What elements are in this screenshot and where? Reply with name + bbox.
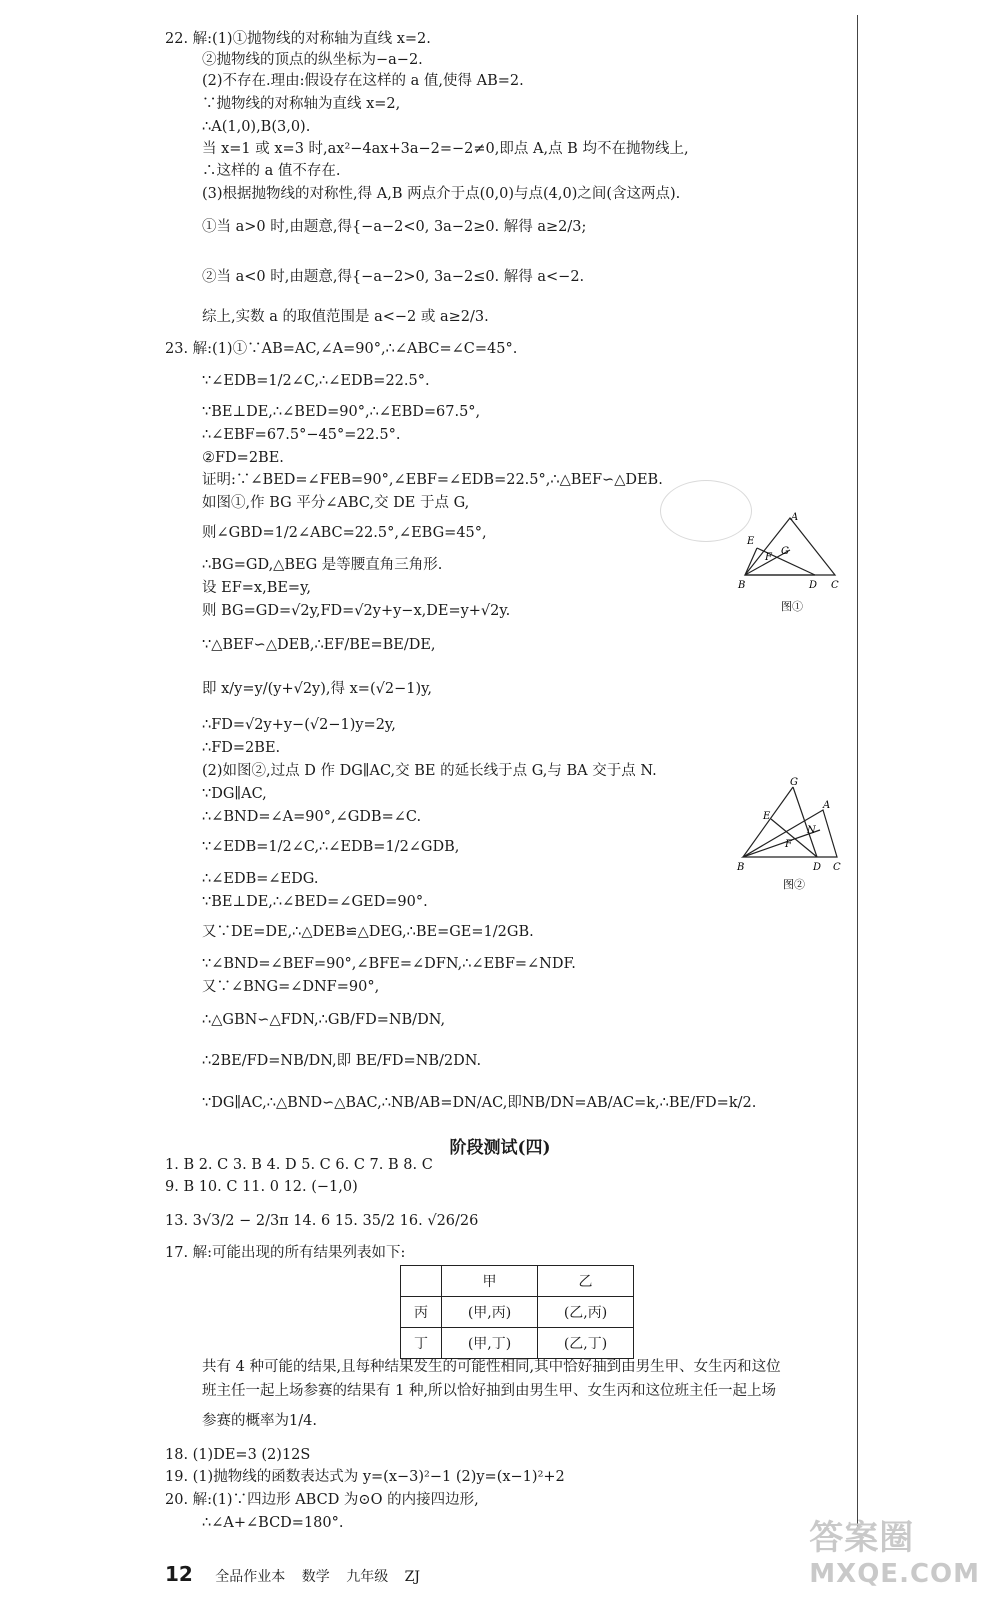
- text-line: ∵抛物线的对称轴为直线 x=2,: [202, 96, 401, 112]
- text-line: ∵∠BND=∠BEF=90°,∠BFE=∠DFN,∴∠EBF=∠NDF.: [202, 956, 576, 972]
- text-line: ∵DG∥AC,: [202, 786, 267, 802]
- svg-text:E: E: [763, 811, 771, 822]
- svg-text:B: B: [738, 580, 746, 591]
- text-line: 19. (1)抛物线的函数表达式为 y=(x−3)²−1 (2)y=(x−1)²+2: [165, 1469, 565, 1485]
- text-line: 18. (1)DE=3 (2)12S: [165, 1447, 311, 1463]
- grade: 九年级: [346, 1569, 389, 1585]
- text-line: 如图①,作 BG 平分∠ABC,交 DE 于点 G,: [202, 495, 470, 511]
- table-cell: (乙,丁): [538, 1328, 634, 1359]
- text-line: 证明:∵∠BED=∠FEB=90°,∠EBF=∠EDB=22.5°,∴△BEF∽△DEB.: [202, 472, 663, 488]
- text-line: ∴△GBN∽△FDN,∴GB/FD=NB/DN,: [202, 1012, 446, 1028]
- text-line: ②当 a<0 时,由题意,得{−a−2>0, 3a−2≤0. 解得 a<−2.: [202, 269, 585, 285]
- text-line: 当 x=1 或 x=3 时,ax²−4ax+3a−2=−2≠0,即点 A,点 B 均不在抛物线上,: [202, 141, 689, 157]
- text-line: ∴∠A+∠BCD=180°.: [202, 1515, 344, 1531]
- svg-text:N: N: [807, 825, 816, 836]
- svg-text:F: F: [765, 552, 772, 563]
- figure-2: [735, 775, 850, 895]
- text-line: 即 x/y=y/(y+√2y),得 x=(√2−1)y,: [202, 681, 432, 697]
- text-line: ∴∠EBF=67.5°−45°=22.5°.: [202, 427, 401, 443]
- table-cell: (甲,丙): [442, 1297, 538, 1328]
- figure-2-label: 图②: [783, 878, 805, 891]
- table-cell: 甲: [442, 1266, 538, 1297]
- text-line: (2)不存在.理由:假设存在这样的 a 值,使得 AB=2.: [202, 73, 524, 89]
- svg-text:G: G: [781, 546, 789, 557]
- column-rule: [857, 15, 858, 1530]
- text-line: ∴∠EDB=∠EDG.: [202, 871, 319, 887]
- text-line: 13. 3√3/2 − 2/3π 14. 6 15. 35/2 16. √26/26: [165, 1213, 479, 1229]
- text-line: 9. B 10. C 11. 0 12. (−1,0): [165, 1179, 358, 1195]
- svg-text:D: D: [813, 862, 822, 873]
- table-cell: [401, 1266, 442, 1297]
- svg-text:C: C: [831, 580, 839, 591]
- text-line: ∵△BEF∽△DEB,∴EF/BE=BE/DE,: [202, 637, 436, 653]
- text-line: 则 BG=GD=√2y,FD=√2y+y−x,DE=y+√2y.: [202, 603, 511, 619]
- text-line: ∴2BE/FD=NB/DN,即 BE/FD=NB/2DN.: [202, 1053, 482, 1069]
- svg-text:F: F: [785, 839, 792, 850]
- svg-text:A: A: [823, 800, 831, 811]
- text-line: 又∵DE=DE,∴△DEB≌△DEG,∴BE=GE=1/2GB.: [202, 924, 534, 940]
- text-line: 班主任一起上场参赛的结果有 1 种,所以恰好抽到由男生甲、女生丙和这位班主任一起上场: [202, 1383, 777, 1399]
- section-title: 阶段测试(四): [449, 1138, 551, 1158]
- text-line: ∵BE⊥DE,∴∠BED=∠GED=90°.: [202, 894, 428, 910]
- text-line: 23. 解:(1)①∵AB=AC,∠A=90°,∴∠ABC=∠C=45°.: [165, 341, 518, 357]
- table-cell: 乙: [538, 1266, 634, 1297]
- text-line: ∴这样的 a 值不存在.: [202, 163, 341, 179]
- text-line: 综上,实数 a 的取值范围是 a<−2 或 a≥2/3.: [202, 309, 489, 325]
- table-row: [401, 1266, 634, 1297]
- text-line: ∵BE⊥DE,∴∠BED=90°,∴∠EBD=67.5°,: [202, 404, 481, 420]
- text-line: ∴FD=√2y+y−(√2−1)y=2y,: [202, 717, 396, 733]
- results-table: [400, 1265, 634, 1359]
- svg-text:G: G: [790, 777, 798, 788]
- text-line: 又∵∠BNG=∠DNF=90°,: [202, 979, 380, 995]
- page-footer: [165, 1562, 432, 1586]
- text-line: ②FD=2BE.: [202, 450, 284, 466]
- text-line: 1. B 2. C 3. B 4. D 5. C 6. C 7. B 8. C: [165, 1157, 433, 1173]
- text-line: ∴BG=GD,△BEG 是等腰直角三角形.: [202, 557, 443, 573]
- table-row: [401, 1297, 634, 1328]
- text-line: ②抛物线的顶点的纵坐标为−a−2.: [202, 52, 423, 68]
- text-line: ∴∠BND=∠A=90°,∠GDB=∠C.: [202, 809, 422, 825]
- watermark-line2: MXQE.COM: [809, 1559, 980, 1589]
- svg-text:A: A: [791, 512, 799, 523]
- text-line: ∵∠EDB=1/2∠C,∴∠EDB=22.5°.: [202, 373, 430, 389]
- table-cell: 丁: [401, 1328, 442, 1359]
- svg-text:E: E: [747, 536, 755, 547]
- table-row: [401, 1328, 634, 1359]
- text-line: ∵∠EDB=1/2∠C,∴∠EDB=1/2∠GDB,: [202, 839, 460, 855]
- table-cell: (乙,丙): [538, 1297, 634, 1328]
- watermark-logo: [809, 1510, 980, 1589]
- watermark-line1: 答案圈: [809, 1518, 915, 1558]
- text-line: ∴A(1,0),B(3,0).: [202, 119, 311, 135]
- text-line: 20. 解:(1)∵四边形 ABCD 为⊙O 的内接四边形,: [165, 1492, 479, 1508]
- text-line: 17. 解:可能出现的所有结果列表如下:: [165, 1245, 406, 1261]
- text-line: ∴FD=2BE.: [202, 740, 281, 756]
- page-number: 12: [165, 1562, 193, 1586]
- text-line: 22. 解:(1)①抛物线的对称轴为直线 x=2.: [165, 31, 431, 47]
- stamp-icon: [660, 480, 752, 542]
- text-line: 共有 4 种可能的结果,且每种结果发生的可能性相同,其中恰好抽到由男生甲、女生丙和这位: [202, 1359, 781, 1375]
- book-name: 全品作业本: [215, 1569, 286, 1585]
- text-line: 则∠GBD=1/2∠ABC=22.5°,∠EBG=45°,: [202, 525, 487, 541]
- text-line: 设 EF=x,BE=y,: [202, 580, 311, 596]
- svg-text:C: C: [833, 862, 841, 873]
- subject: 数学: [301, 1569, 330, 1585]
- svg-text:B: B: [737, 862, 745, 873]
- figure-1: [735, 510, 850, 625]
- text-line: (3)根据抛物线的对称性,得 A,B 两点介于点(0,0)与点(4,0)之间(含这两点).: [202, 186, 681, 202]
- text-line: ①当 a>0 时,由题意,得{−a−2<0, 3a−2≥0. 解得 a≥2/3;: [202, 219, 587, 235]
- edition: ZJ: [404, 1569, 420, 1585]
- figure-1-label: 图①: [781, 600, 803, 613]
- text-line: ∵DG∥AC,∴△BND∽△BAC,∴NB/AB=DN/AC,即NB/DN=AB/AC=k,∴BE/FD=k/2.: [202, 1095, 757, 1111]
- table-cell: (甲,丁): [442, 1328, 538, 1359]
- text-line: (2)如图②,过点 D 作 DG∥AC,交 BE 的延长线于点 G,与 BA 交于点 N.: [202, 763, 657, 779]
- text-line: 参赛的概率为1/4.: [202, 1413, 317, 1429]
- table-cell: 丙: [401, 1297, 442, 1328]
- svg-text:D: D: [809, 580, 818, 591]
